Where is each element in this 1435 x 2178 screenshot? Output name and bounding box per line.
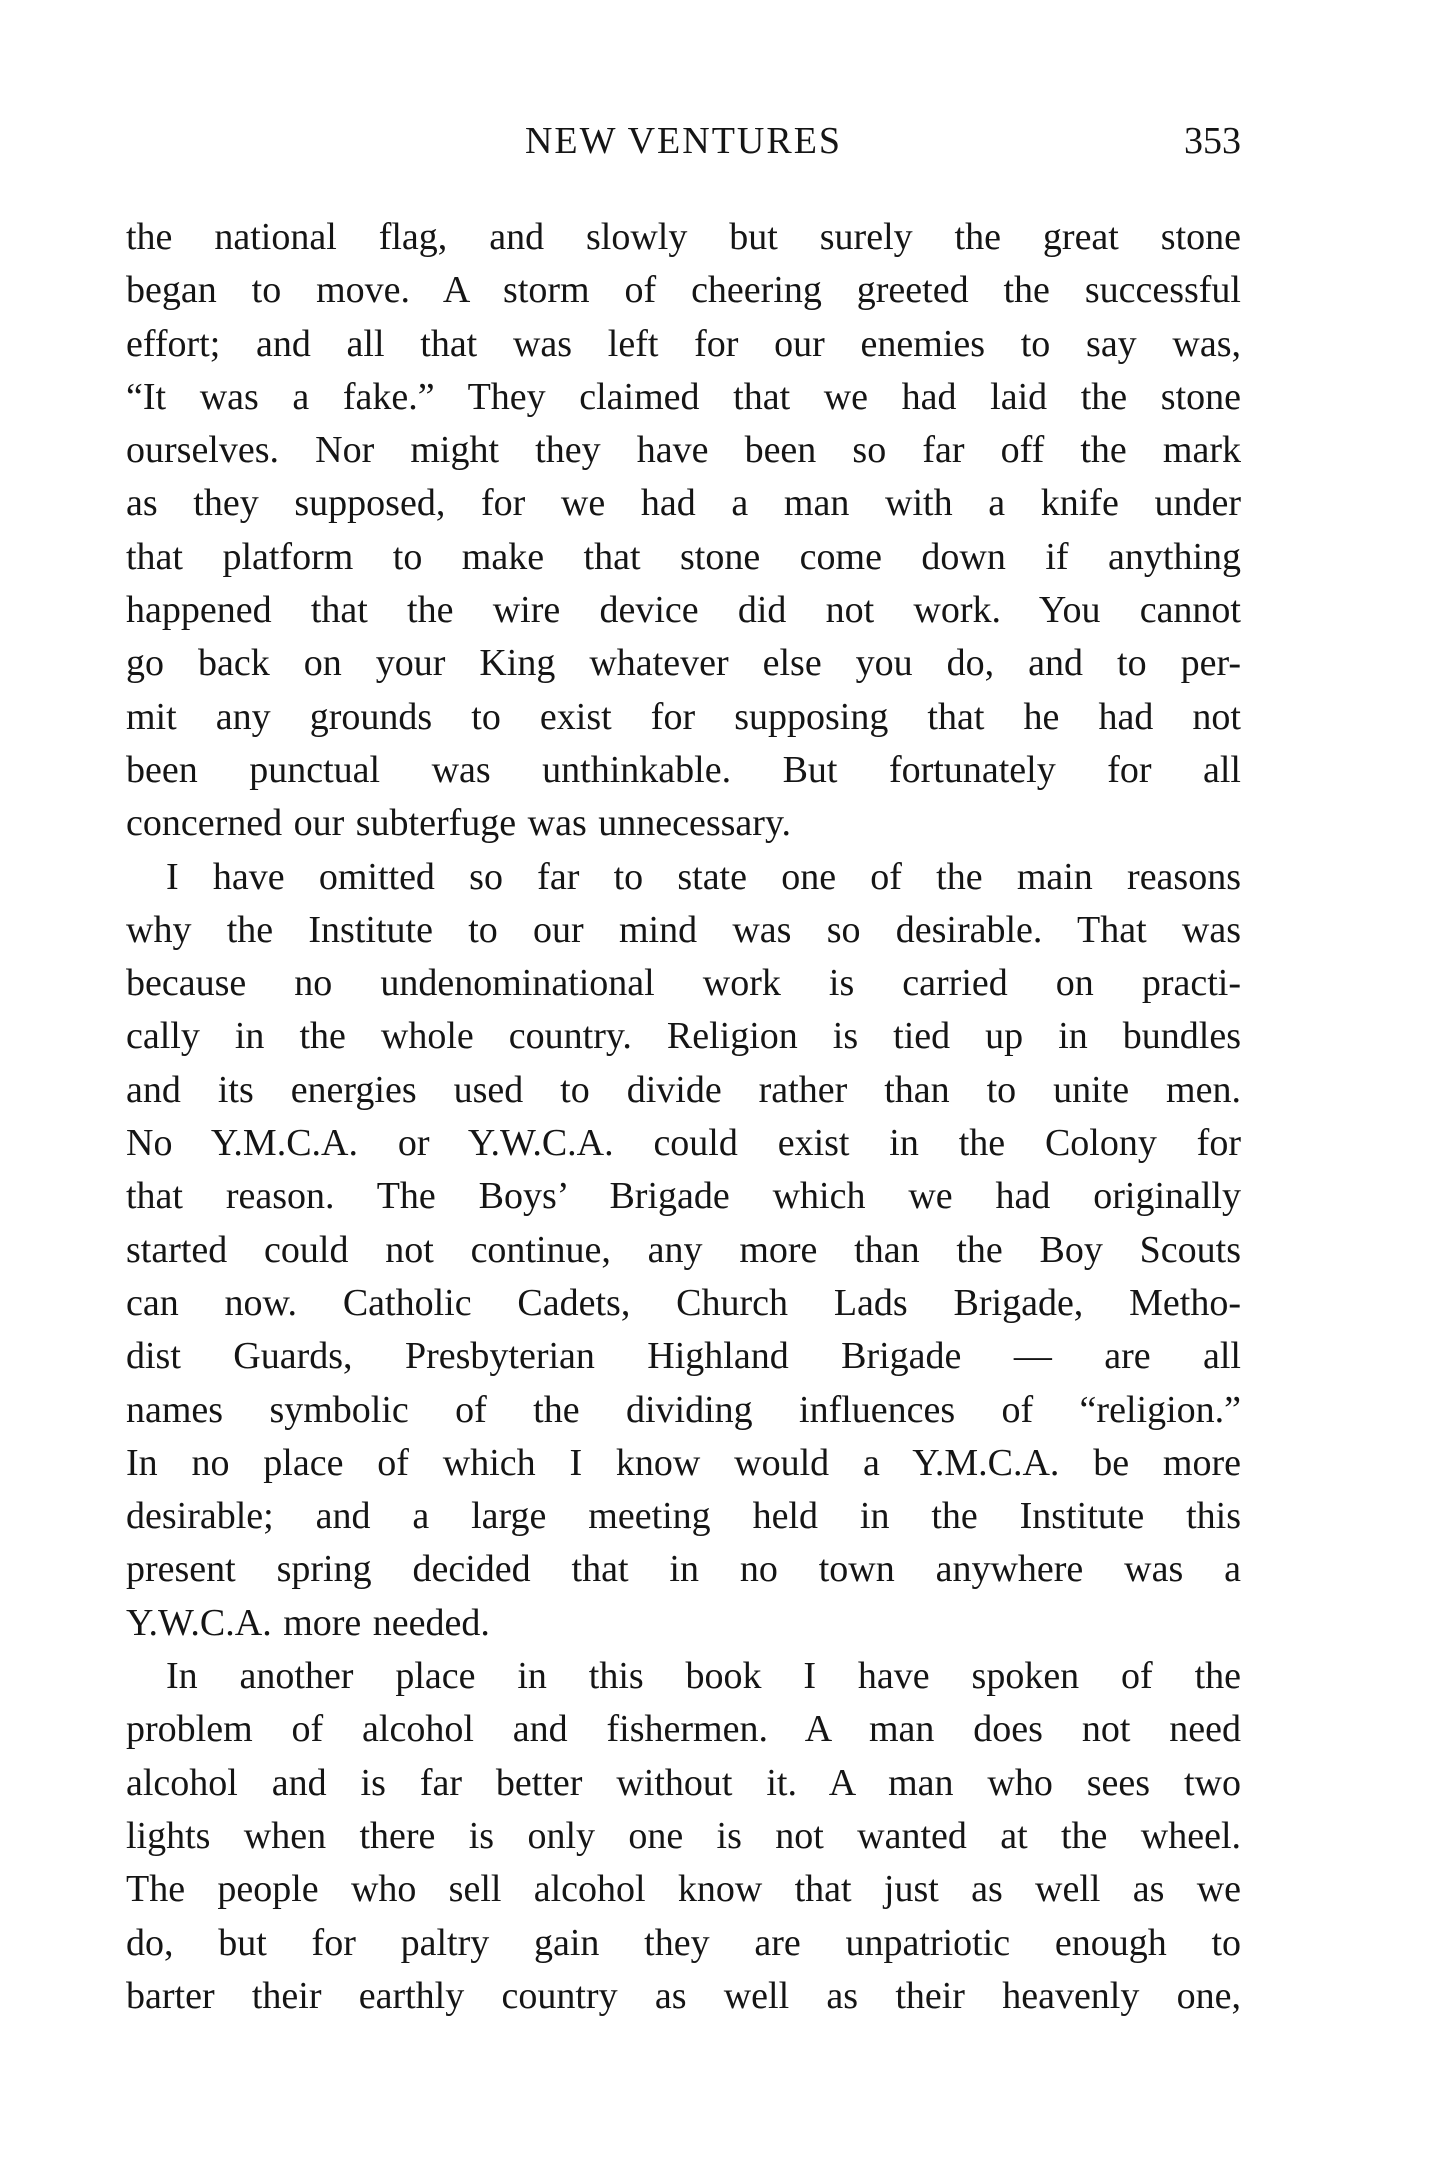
text-line: lights when there is only one is not wanted at the wheel. [126, 1814, 1241, 1857]
page-number: 353 [1184, 120, 1241, 162]
text-line: that reason. The Boys’ Brigade which we had originally [126, 1175, 1241, 1218]
text-line: the national flag, and slowly but surely the great stone [126, 216, 1241, 258]
text-line: No Y.M.C.A. or Y.W.C.A. could exist in the Colony for [126, 1122, 1241, 1165]
paragraph-flag-stone [126, 211, 1241, 851]
text-line: because no undenominational work is carried on practi- [126, 962, 1241, 1005]
text-line: In another place in this book I have spoken of the [166, 1655, 1241, 1698]
text-line: desirable; and a large meeting held in the Institute this [126, 1495, 1241, 1538]
text-line: The people who sell alcohol know that just as well as we [126, 1868, 1241, 1911]
text-line: alcohol and is far better without it. A man who sees two [126, 1761, 1241, 1804]
text-line: why the Institute to our mind was so desirable. That was [126, 908, 1241, 951]
text-line: Y.W.C.A. more needed. [126, 1601, 490, 1644]
text-line: problem of alcohol and fishermen. A man does not need [126, 1708, 1241, 1751]
text-line: go back on your King whatever else you do, and to per- [126, 642, 1241, 685]
text-line: that platform to make that stone come down if anything [126, 535, 1241, 578]
paragraph-alcohol [126, 1650, 1241, 2023]
text-line: “It was a fake.” They claimed that we had laid the stone [126, 375, 1241, 418]
text-line: started could not continue, any more than the Boy Scouts [126, 1228, 1241, 1271]
text-line: barter their earthly country as well as their heavenly one, [126, 1974, 1241, 2017]
text-line: been punctual was unthinkable. But fortunately for all [126, 748, 1241, 791]
text-line: effort; and all that was left for our enemies to say was, [126, 322, 1241, 365]
text-line: began to move. A storm of cheering greeted the successful [126, 269, 1241, 312]
text-line: and its energies used to divide rather than to unite men. [126, 1068, 1241, 1111]
text-line: happened that the wire device did not work. You cannot [126, 589, 1241, 632]
text-line: as they supposed, for we had a man with a knife under [126, 482, 1241, 525]
text-line: ourselves. Nor might they have been so far off the mark [126, 429, 1241, 472]
text-line: present spring decided that in no town anywhere was a [126, 1548, 1241, 1591]
text-line: can now. Catholic Cadets, Church Lads Brigade, Metho- [126, 1281, 1241, 1324]
text-line: cally in the whole country. Religion is tied up in bundles [126, 1015, 1241, 1058]
text-line: dist Guards, Presbyterian Highland Brigade — are all [126, 1335, 1241, 1378]
running-title: NEW VENTURES [524, 120, 843, 162]
running-head [126, 116, 1241, 166]
text-line: do, but for paltry gain they are unpatriotic enough to [126, 1921, 1241, 1964]
text-line: concerned our subterfuge was unnecessary. [126, 802, 791, 845]
body-text [126, 211, 1241, 2023]
text-line: I have omitted so far to state one of the main reasons [166, 855, 1241, 898]
text-line: mit any grounds to exist for supposing that he had not [126, 695, 1241, 738]
text-line: names symbolic of the dividing influences of “religion.” [126, 1388, 1241, 1431]
text-line: In no place of which I know would a Y.M.C.A. be more [126, 1441, 1241, 1484]
paragraph-institute [126, 851, 1241, 1650]
